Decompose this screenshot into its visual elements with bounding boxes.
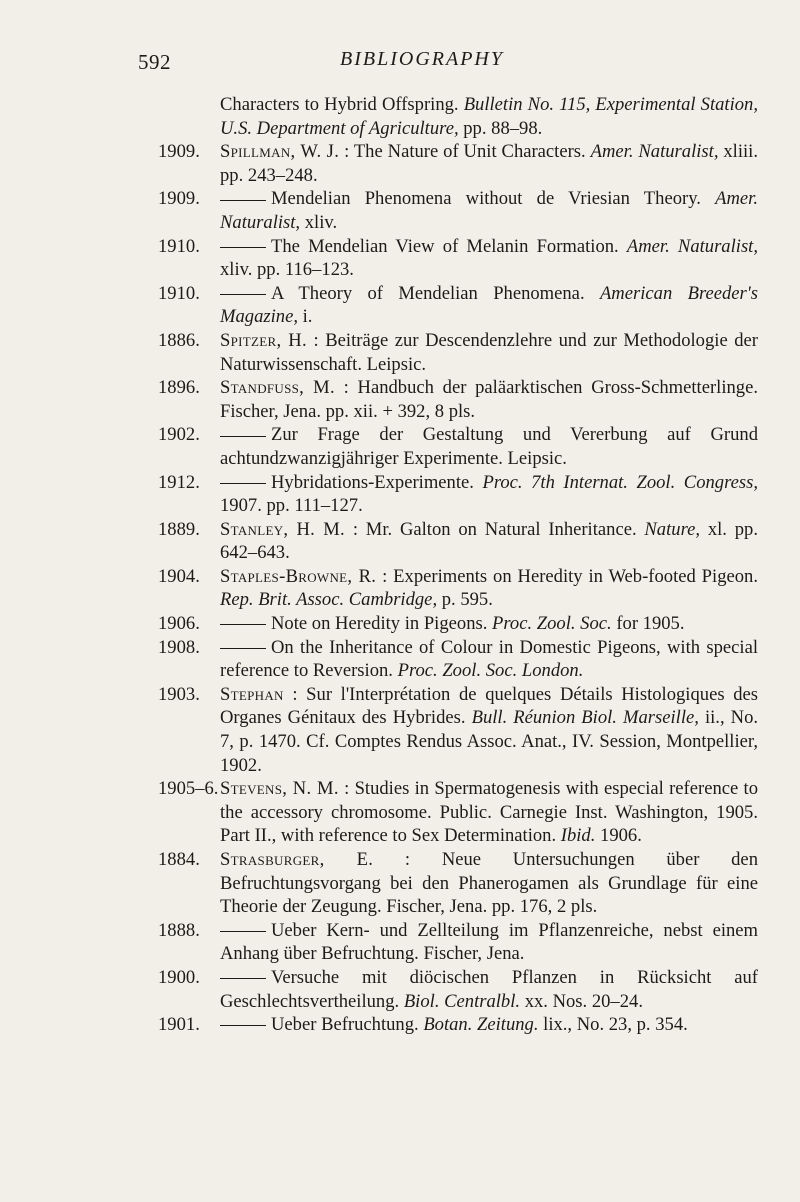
entry-year: 1904. [158, 565, 200, 587]
entry-details: xliv. [300, 211, 338, 233]
entry-title: A Theory of Mendelian Phenomena. [271, 282, 600, 304]
entry-title: On the Inheritance of Colour in Domestic Pigeons, with special reference to Reversion. [220, 636, 758, 682]
bibliography-entry [158, 777, 758, 848]
ditto-dash [220, 200, 266, 201]
entry-title: : Experiments on Heredity in Web-footed Pigeon. [376, 565, 758, 587]
entry-year: 1910. [158, 235, 200, 257]
bibliography-entry [158, 518, 758, 565]
entry-details: lix., No. 23, p. 354. [538, 1014, 688, 1036]
bibliography-list [158, 93, 758, 1037]
entry-source: Bull. Réunion Biol. Marseille, [471, 707, 699, 729]
entry-year: 1884. [158, 849, 200, 870]
entry-source: Botan. Zeitung. [423, 1014, 539, 1036]
entry-author: Spitzer, H. [220, 329, 307, 351]
entry-year: 1908. [158, 636, 200, 658]
entry-details: xx. Nos. 20–24. [520, 990, 643, 1012]
entry-title: Note on Heredity in Pigeons. [271, 613, 493, 635]
entry-year: 1903. [158, 683, 200, 705]
ditto-dash [220, 436, 266, 437]
bibliography-entry [158, 423, 758, 470]
entry-source: Bulletin No. 115, Experimental Station, U.S. Department of Agriculture, [220, 94, 758, 139]
ditto-dash [220, 247, 266, 248]
entry-year: 1909. [158, 141, 200, 163]
entry-title: Versuche mit diöcischen Pflanzen in Rücksicht auf Geschlechtsvertheilung. [220, 966, 758, 1012]
entry-year: 1888. [158, 919, 200, 941]
entry-year: 1900. [158, 966, 200, 988]
entry-author: Stephan [220, 683, 284, 705]
bibliography-entry [158, 187, 758, 234]
bibliography-entry [158, 636, 758, 683]
bibliography-entry [158, 140, 758, 187]
bibliography-entry [158, 282, 758, 329]
entry-details: pp. 88–98. [458, 117, 543, 139]
entry-year: 1886. [158, 329, 200, 351]
entry-title: : Mr. Galton on Natural Inheritance. [345, 518, 645, 540]
entry-author: Strasburger, E. [220, 849, 374, 870]
bibliography-entry [158, 966, 758, 1013]
entry-details: for 1905. [611, 613, 685, 635]
running-head: BIBLIOGRAPHY [340, 48, 504, 70]
bibliography-entry [158, 565, 758, 612]
bibliography-entry [158, 683, 758, 777]
entry-title: Ueber Befruchtung. [271, 1014, 424, 1036]
ditto-dash [220, 648, 266, 649]
entry-author: Stanley, H. M. [220, 518, 346, 540]
entry-year: 1896. [158, 377, 200, 399]
entry-details: xliv. pp. 116–123. [220, 259, 354, 281]
entry-source: Amer. Naturalist, [626, 235, 758, 257]
ditto-dash [220, 483, 266, 484]
entry-source: Proc. Zool. Soc. [492, 613, 612, 635]
entry-details: p. 595. [437, 589, 493, 611]
entry-title: Mendelian Phenomena without de Vriesian Theory. [271, 188, 716, 210]
entry-details: xliii. pp. 243–248. [220, 141, 758, 186]
entry-title: Characters to Hybrid Offspring. [220, 94, 464, 115]
ditto-dash [220, 1025, 266, 1026]
entry-source: Amer. Naturalist, [220, 188, 758, 233]
entry-title: Hybridations-Experimente. [271, 471, 483, 493]
entry-details: i. [297, 306, 313, 328]
entry-source: Ibid. [560, 825, 596, 847]
ditto-dash [220, 931, 266, 932]
entry-title: Ueber Kern- und Zellteilung im Pflanzenreiche, nebst einem Anhang über Befruchtung. Fischer, Jena. [220, 919, 758, 965]
entry-title: : The Nature of Unit Characters. [339, 141, 591, 163]
entry-source: Rep. Brit. Assoc. Cambridge, [220, 589, 438, 611]
entry-year: 1901. [158, 1014, 200, 1036]
entry-source: Nature, [644, 518, 701, 540]
entry-title: : Studies in Spermatogenesis with especial reference to the accessory chromosome. Public. Carnegie Inst. Washington, 1905. Part II., with reference to Sex Determination. [220, 778, 758, 847]
entry-title: : Neue Untersuchungen über den Befruchtungsvorgang bei den Phanerogamen als Grundlage für eine Theorie der Zeugung. Fischer, Jena. pp. 176, 2 pls. [220, 849, 758, 918]
bibliography-entry [158, 471, 758, 518]
bibliography-entry [158, 235, 758, 282]
bibliography-entry [158, 919, 758, 966]
bibliography-entry [158, 612, 758, 636]
entry-title: Zur Frage der Gestaltung und Vererbung auf Grund achtundzwanzigjähriger Experimente. Leipsic. [220, 424, 758, 469]
entry-year: 1902. [158, 424, 200, 446]
entry-title: The Mendelian View of Melanin Formation. [271, 235, 627, 257]
entry-details: ii., No. 7, p. 1470. Cf. Comptes Rendus Assoc. Anat., IV. Session, Montpellier, 1902. [220, 707, 759, 776]
bibliography-entry [158, 93, 758, 140]
ditto-dash [220, 978, 266, 979]
entry-year: 1889. [158, 518, 200, 540]
entry-author: Standfuss, M. [220, 377, 335, 399]
bibliography-entry [158, 376, 758, 423]
entry-details: xl. pp. 642–643. [220, 518, 758, 564]
entry-source: Biol. Centralbl. [403, 990, 521, 1012]
entry-source: American Breeder's Magazine, [220, 282, 759, 328]
bibliography-entry [158, 329, 758, 376]
entry-details: 1906. [595, 825, 642, 847]
entry-author: Spillman, W. J. [220, 141, 340, 163]
page-number: 592 [138, 50, 171, 74]
entry-year: 1905–6. [158, 778, 219, 800]
bibliography-entry [158, 848, 758, 919]
entry-details: 1907. pp. 111–127. [220, 495, 363, 517]
entry-source: Amer. Naturalist, [590, 141, 719, 163]
entry-title: : Sur l'Interprétation de quelques Détails Histologiques des Organes Génitaux des Hybrides. [220, 683, 758, 729]
ditto-dash [220, 624, 266, 625]
entry-year: 1909. [158, 188, 200, 210]
entry-author: Stevens, N. M. [220, 778, 339, 800]
entry-year: 1912. [158, 471, 200, 493]
ditto-dash [220, 294, 266, 295]
entry-year: 1910. [158, 282, 200, 304]
entry-year: 1906. [158, 613, 200, 635]
entry-source: Proc. 7th Internat. Zool. Congress, [482, 471, 758, 493]
entry-source: Proc. Zool. Soc. London. [397, 660, 584, 682]
entry-title: : Beiträge zur Descendenzlehre und zur Methodologie der Naturwissenschaft. Leipsic. [220, 329, 758, 375]
entry-author: Staples-Browne, R. [220, 565, 377, 587]
bibliography-entry [158, 1013, 758, 1037]
entry-title: : Handbuch der paläarktischen Gross-Schmetterlinge. Fischer, Jena. pp. xii. + 392, 8 pls. [220, 377, 758, 422]
